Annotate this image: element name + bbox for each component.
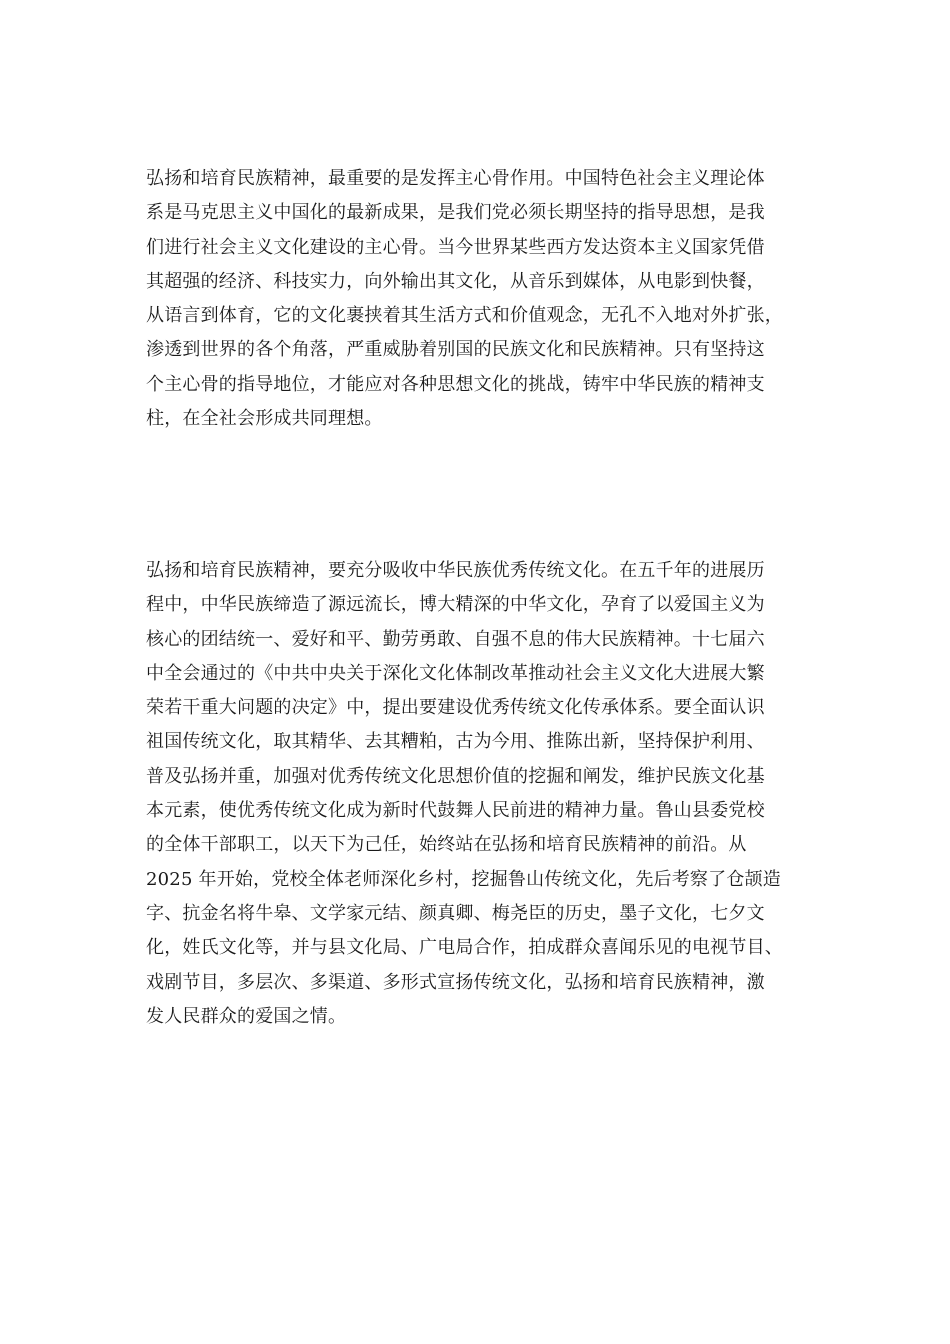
text-line: 渗透到世界的各个角落，严重威胁着别国的民族文化和民族精神。只有坚持这	[146, 339, 765, 361]
text-line: 们进行社会主义文化建设的主心骨。当今世界某些西方发达资本主义国家凭借	[146, 236, 765, 258]
text-line: 柱，在全社会形成共同理想。	[146, 408, 383, 430]
text-line: 发人民群众的爱国之情。	[146, 1005, 347, 1027]
text-line: 的全体干部职工，以天下为己任，始终站在弘扬和培育民族精神的前沿。从	[146, 834, 747, 856]
text-line: 普及弘扬并重，加强对优秀传统文化思想价值的挖掘和阐发，维护民族文化基	[146, 765, 765, 787]
text-line: 核心的团结统一、爱好和平、勤劳勇敢、自强不息的伟大民族精神。十七届六	[146, 628, 765, 650]
text-line: 化，姓氏文化等，并与县文化局、广电局合作，拍成群众喜闻乐见的电视节目、	[146, 937, 783, 959]
text-line: 本元素，使优秀传统文化成为新时代鼓舞人民前进的精神力量。鲁山县委党校	[146, 800, 765, 822]
text-line: 弘扬和培育民族精神，最重要的是发挥主心骨作用。中国特色社会主义理论体	[146, 168, 765, 189]
paragraph-traditional-culture	[146, 554, 812, 1034]
text-line: 祖国传统文化，取其精华、去其糟粕，古为今用、推陈出新，坚持保护利用、	[146, 731, 765, 753]
text-line: 弘扬和培育民族精神，要充分吸收中华民族优秀传统文化。在五千年的进展历	[146, 560, 765, 581]
text-line: 程中，中华民族缔造了源远流长，博大精深的中华文化，孕育了以爱国主义为	[146, 594, 765, 616]
text-line: 2025 年开始，党校全体老师深化乡村，挖掘鲁山传统文化，先后考察了仓颉造	[146, 868, 781, 890]
text-line: 荣若干重大问题的决定》中，提出要建设优秀传统文化传承体系。要全面认识	[146, 697, 765, 719]
text-line: 个主心骨的指导地位，才能应对各种思想文化的挑战，铸牢中华民族的精神支	[146, 373, 765, 395]
paragraph-spiritual-backbone	[146, 162, 812, 436]
text-line: 字、抗金名将牛皋、文学家元结、颜真卿、梅尧臣的历史，墨子文化，七夕文	[146, 902, 765, 924]
text-line: 系是马克思主义中国化的最新成果，是我们党必须长期坚持的指导思想，是我	[146, 202, 765, 224]
text-line: 中全会通过的《中共中央关于深化文化体制改革推动社会主义文化大进展大繁	[146, 662, 765, 684]
text-line: 从语言到体育，它的文化裹挟着其生活方式和价值观念，无孔不入地对外扩张，	[146, 305, 783, 327]
text-line: 戏剧节目，多层次、多渠道、多形式宣扬传统文化，弘扬和培育民族精神，激	[146, 971, 765, 993]
text-line: 其超强的经济、科技实力，向外输出其文化，从音乐到媒体，从电影到快餐，	[146, 270, 765, 292]
